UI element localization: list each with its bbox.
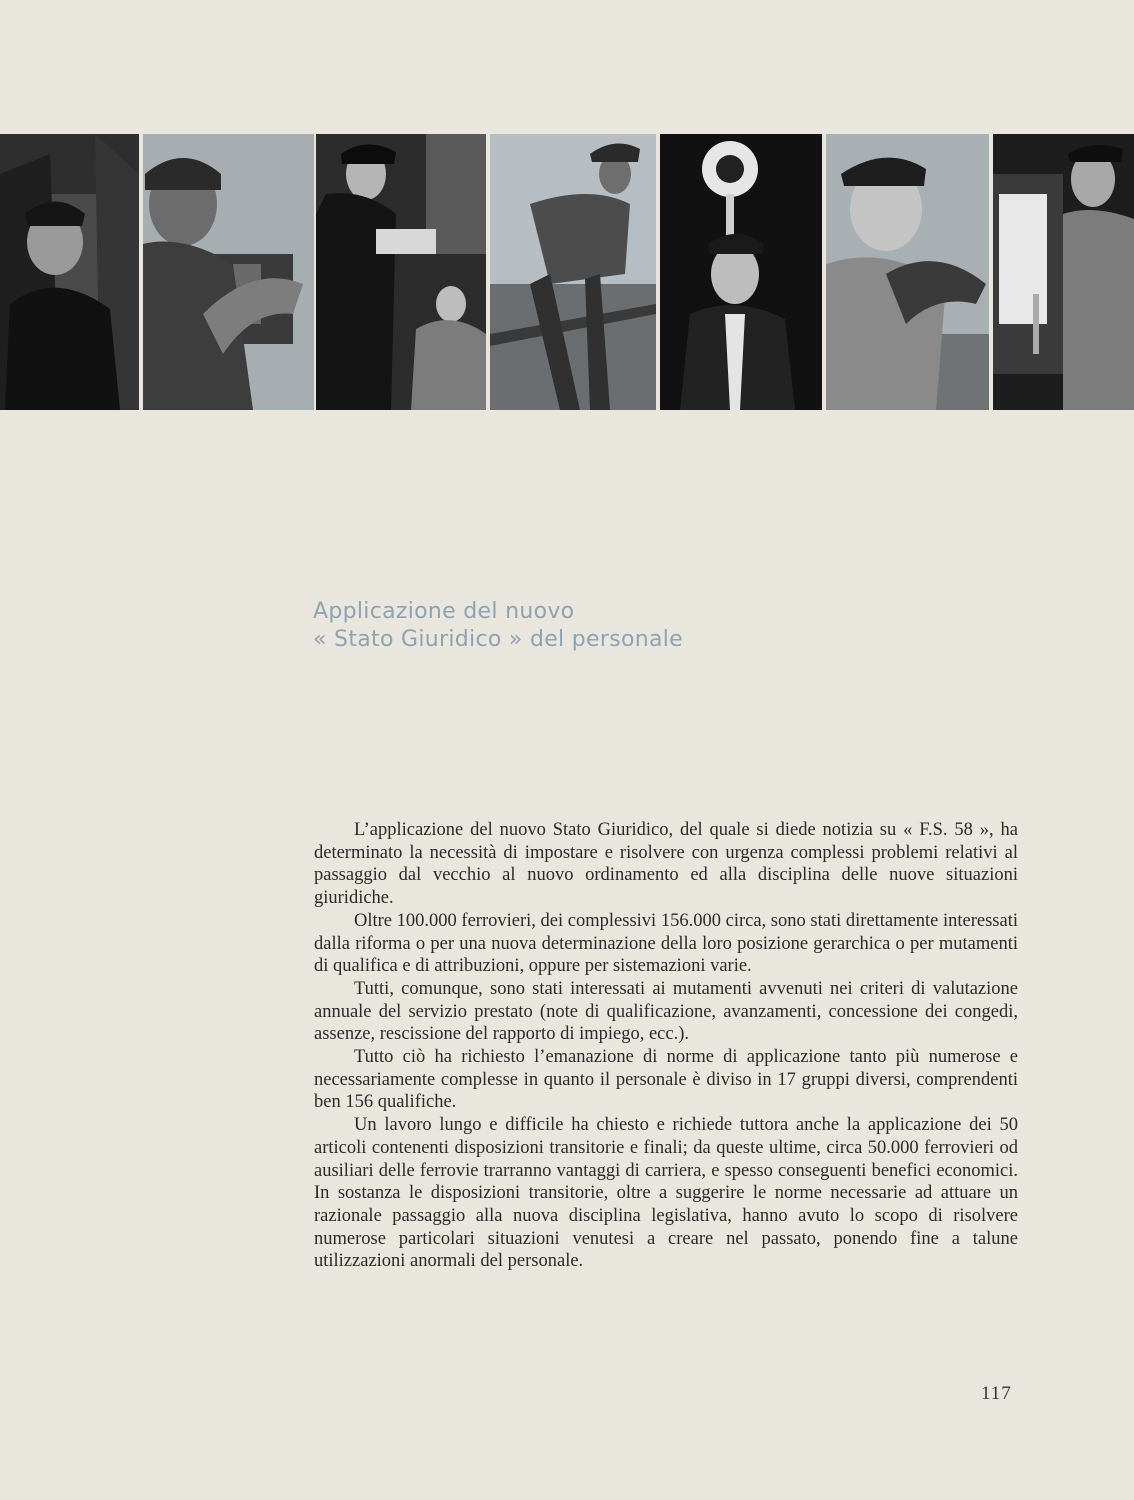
page-number: 117: [981, 1383, 1012, 1404]
paragraph: Un lavoro lungo e difficile ha chiesto e richiede tuttora anche la applicazione dei 50 articoli contenenti disposizioni transitorie e finali; da queste ultime, circa 50.000 ferrovieri od ausiliari delle ferrovie trarranno vantaggi di carriera, e spesso conseguenti benefici economici. In sostanza le disposizioni transitorie, oltre a suggerire le norme necessarie ad attuare un razionale passaggio alla nuova disciplina legislativa, hanno avuto lo scopo di risolvere numerose particolari situazioni venutesi a creare nel passato, ponendo fine a talune utilizzazioni anormali del personale.: [314, 1115, 1018, 1272]
photo-strip: [0, 134, 1134, 410]
title-line-1: Applicazione del nuovo: [313, 599, 575, 624]
photo-stationmaster-with-signal: [660, 134, 822, 410]
title-line-2: « Stato Giuridico » del personale: [313, 627, 683, 652]
photo-conductor-checking-ticket: [316, 134, 486, 410]
article-title: [313, 598, 833, 654]
paragraph: Oltre 100.000 ferrovieri, dei complessivi 156.000 circa, sono stati direttamente interessati dalla riforma o per una nuova determinazione della loro posizione gerarchica o per mutamenti di qualifica e di attribuzioni, oppure per sistemazioni varie.: [314, 910, 1018, 977]
photo-locomotive-driver: [0, 134, 139, 410]
photo-track-worker: [490, 134, 656, 410]
article-body: [314, 819, 1018, 1273]
paragraph: Tutti, comunque, sono stati interessati ai mutamenti avvenuti nei criteri di valutazione annuale del servizio prestato (note di qualificazione, avanzamenti, concessione dei congedi, assenze, rescissione del rapporto di impiego, ecc.).: [314, 978, 1018, 1045]
photo-worker-at-door: [993, 134, 1134, 410]
paragraph: Tutto ciò ha richiesto l’emanazione di norme di applicazione tanto più numerose e necessariamente complesse in quanto il personale è diviso in 17 gruppi diversi, comprendenti ben 156 qualifiche.: [314, 1047, 1018, 1113]
photo-worker-with-cap: [143, 134, 314, 410]
photo-smiling-railwayman: [826, 134, 989, 410]
paragraph: L’applicazione del nuovo Stato Giuridico, del quale si diede notizia su « F.S. 58 », ha determinato la necessità di impostare e risolvere con urgenza complessi problemi relativi al passaggio dal vecchio al nuovo ordinamento ed alla disciplina delle nuove situazioni giuridiche.: [314, 820, 1018, 909]
